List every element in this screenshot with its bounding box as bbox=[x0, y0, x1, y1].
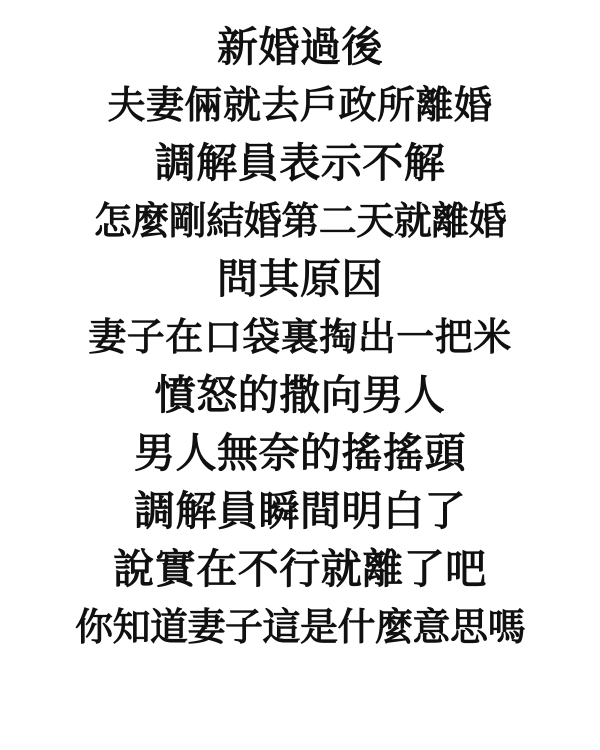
poster-line: 男人無奈的搖搖頭 bbox=[134, 429, 466, 477]
poster-line: 怎麼剛結婚第二天就離婚 bbox=[93, 199, 507, 243]
poster-line: 妻子在口袋裏掏出一把米 bbox=[88, 315, 512, 359]
poster-line: 憤怒的撒向男人 bbox=[154, 371, 446, 419]
poster-line: 夫妻倆就去戶政所離婚 bbox=[107, 83, 493, 127]
poster-line: 你知道妻子這是什麼意思嗎 bbox=[74, 605, 525, 649]
poster-line: 調解員瞬間明白了 bbox=[134, 487, 466, 535]
poster-line: 說實在不行就離了吧 bbox=[113, 545, 487, 593]
poster-line: 新婚過後 bbox=[217, 23, 383, 71]
poster-line: 調解員表示不解 bbox=[154, 139, 446, 187]
poster-line: 問其原因 bbox=[217, 255, 383, 303]
